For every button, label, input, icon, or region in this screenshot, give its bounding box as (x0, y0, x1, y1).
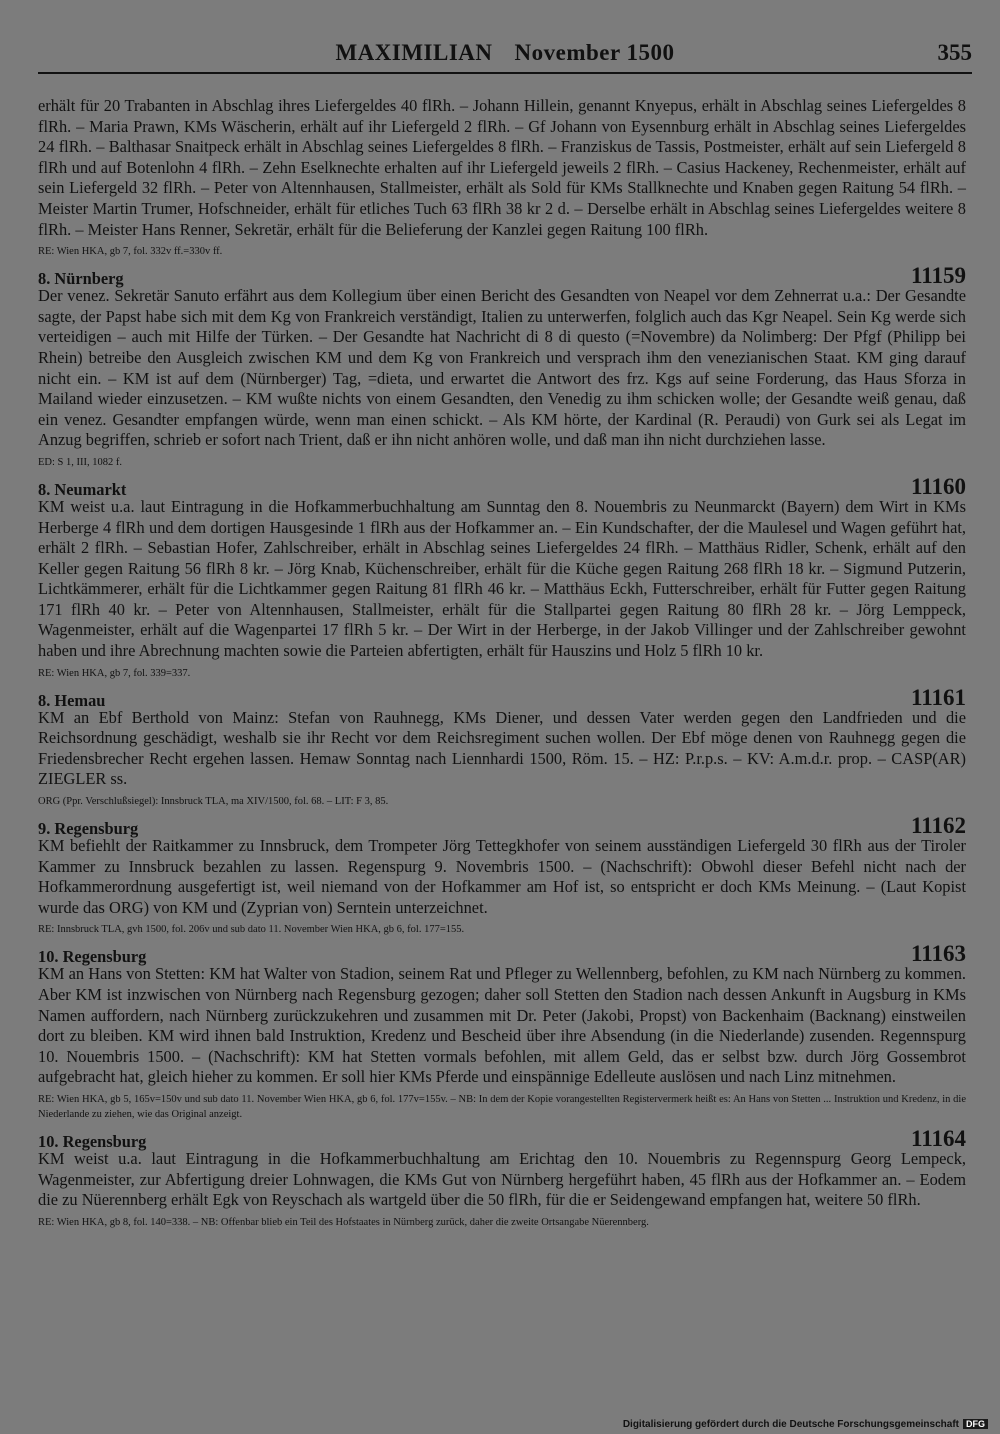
entry-reference: ORG (Ppr. Verschlußsiegel): Innsbruck TLA, ma XIV/1500, fol. 68. – LIT: F 3, 85. (38, 796, 389, 808)
title-right: November 1500 (514, 40, 675, 65)
entry-text: KM weist u.a. laut Eintragung in die Hofkammerbuchhaltung am Erichtag den 10. Nouembris zu Regennspurg Georg Lempeck, Wagenmeister, zur Abfertigung dreier Lohnwagen, die KMs Gut von Nürnberg hergeführt haben, 45 flRh aus der Hofkammer an. – Eodem die zu Nüerennberg erhält Egk von Reyschach als wartgeld über die 50 flRh, für die er Seidengewand empfangen hat, weitere 50 flRh. (38, 1148, 966, 1210)
entry-heading (38, 263, 966, 289)
entry-number: 11159 (911, 263, 966, 289)
entry-11160 (38, 473, 966, 681)
entry-reference: RE: Innsbruck TLA, gvh 1500, fol. 206v und sub dato 11. November Wien HKA, gb 6, fol. 177=155. (38, 924, 465, 936)
entry-number: 11163 (911, 941, 966, 967)
entry-heading (38, 941, 966, 967)
running-title (38, 40, 972, 66)
entry-text: KM an Hans von Stetten: KM hat Walter von Stadion, seinem Rat und Pfleger zu Wellennberg, befohlen, zu KM nach Nürnberg zu kommen. Aber KM ist inzwischen von Nürnberg nach Regensburg gezogen; daher soll Stetten den Stadion nach dessen Ankunft in Augsburg in KMs Namen auffordern, nach Nürnberg zurückzukehren und zusammen mit Dr. Peter (Jakobi, Propst) von Backenhaim (Backnang) einstweilen dort zu bleiben. KM wird ihnen bald Instruktion, Kredenz und Bescheid über ihre Absendung (in die Niederlande) zusenden. Regennspurg 10. Nouembris 1500. – (Nachschrift): KM hat Stetten vormals befohlen, mit allem Geld, das er selbst bzw. durch Jörg Gossembrot aufgebracht hat, gleich hieher zu kommen. Er soll hier KMs Pferde und einspännige Edelleute auslösen und nach Linz mitnehmen. (38, 964, 966, 1087)
entry-11164 (38, 1125, 966, 1230)
entry-text: KM weist u.a. laut Eintragung in die Hofkammerbuchhaltung am Sunntag den 8. Nouembris zu Neunmarckt (Bayern) dem Wirt in KMs Herberge 4 flRh und dem dortigen Hausgesinde 1 flRh aus der Hofkammer an. – Ein Kundschafter, der die Maulesel und Wagen geführt hat, erhält 2 flRh. – Sebastian Hofer, Zahlschreiber, erhält in Abschlag seines Liefergeldes 24 flRh. – Matthäus Ridler, Schenk, erhält auf den Keller gegen Raitung 56 flRh 8 kr. – Jörg Knab, Küchenschreiber, erhält für die Küche gegen Raitung 268 flRh 18 kr. – Sigmund Putzerin, Lichtkämmerer, erhält für die Lichtkammer gegen Raitung 81 flRh 46 kr. – Matthäus Eckh, Futterschreiber, erhält für Futter gegen Raitung 171 flRh 40 kr. – Peter von Altennhausen, Stallmeister, erhält für die Stallpartei gegen Raitung 80 flRh 28 kr. – Jörg Lemppeck, Wagenmeister, erhält auf die Wagenpartei 17 flRh 5 kr. – Der Wirt in der Herberge, in der Jakob Villinger und der Zahlschreiber gewohnt haben und ihre Abrechnung machten sowie die Parteien abfertigten, erhält für Hauszins und Holz 5 flRh 10 kr. (38, 496, 966, 661)
entry-heading (38, 684, 966, 710)
entry-11159 (38, 263, 966, 470)
entry-number: 11160 (911, 473, 966, 499)
entry-heading (38, 473, 966, 499)
page-header (38, 36, 972, 74)
entry-place: 10. Regensburg (38, 947, 147, 967)
entry-number: 11164 (911, 1125, 966, 1151)
footer-text: Digitalisierung gefördert durch die Deutsche Forschungsgemeinschaft (622, 1419, 959, 1430)
title-left: MAXIMILIAN (335, 40, 493, 65)
dfg-logo: DFG (963, 1419, 988, 1429)
entry-text: KM an Ebf Berthold von Mainz: Stefan von Rauhnegg, KMs Diener, und dessen Vater werden gegen den Landfrieden und die Reichsordnung geschädigt, weshalb sie ihr Recht vor dem Reichsregiment suchen wollen. Der Ebf möge denen von Rauhnegg gegen die Friedensbrecher Recht ergehen lassen. Hemaw Sonntag nach Liennhardi 1500, Röm. 15. – HZ: P.r.p.s. – KV: A.m.d.r. prop. – CASP(AR) ZIEGLER ss. (38, 707, 966, 789)
page-number: 355 (937, 40, 972, 65)
intro-text: erhält für 20 Trabanten in Abschlag ihres Liefergeldes 40 flRh. – Johann Hillein, genannt Knyepus, erhält in Abschlag seines Liefergeldes 8 flRh. – Maria Prawn, KMs Wäscherin, erhält auf ihr Liefergeld 2 flRh. – Gf Johann von Eysennburg erhält in Abschlag seines Liefergeldes 24 flRh. – Balthasar Snaitpeck erhält in Abschlag seines Liefergeldes 8 flRh. – Franziskus de Tassis, Postmeister, erhält auf sein Liefergeld 8 flRh und auf Botenlohn 4 flRh. – Zehn Eselknechte erhalten auf ihr Liefergeld jeweils 2 flRh. – Casius Hackeney, Rechenmeister, erhält auf sein Liefergeld 32 flRh. – Peter von Altennhausen, Stallmeister, erhält als Sold für KMs Stallknechte und Knaben gegen Raitung 54 flRh. – Meister Martin Trumer, Hofschneider, erhält für etliches Tuch 63 flRh 38 kr 2 d. – Derselbe erhält in Abschlag seines Liefergeldes weitere 8 flRh. – Meister Hans Renner, Sekretär, erhält für die Belieferung der Kanzlei gegen Raitung 100 flRh. (38, 96, 966, 239)
entry-place: 10. Regensburg (38, 1131, 147, 1151)
entry-text: KM befiehlt der Raitkammer zu Innsbruck, dem Trompeter Jörg Tettegkhofer von seinem ausständigen Liefergeld 30 flRh aus der Tiroler Kammer zu Innsbruck bezahlen zu lassen. Regenspurg 9. Novembris 1500. – (Nachschrift): Obwohl dieser Befehl nicht nach der Hofkammerordnung ausgefertigt ist, weil niemand von der Hofkammer am Hof ist, so entspricht er doch KMs Meinung. – (Laut Kopist wurde das ORG) von KM und (Zyprian von) Serntein unterzeichnet. (38, 836, 966, 917)
entry-place: 9. Regensburg (38, 819, 139, 839)
digitization-footer (623, 1419, 988, 1433)
entry-reference: RE: Wien HKA, gb 5, 165v=150v und sub dato 11. November Wien HKA, gb 6, fol. 177v=155v. – NB: In dem der Kopie vorangestellten Registervermerk heißt es: An Hans von Stetten ... Instruktion und Kredenz, in die Niederlande zu ziehen, wie das Original anzeigt. (38, 1093, 966, 1120)
page-content (38, 96, 966, 1230)
entry-place: 8. Nürnberg (38, 269, 124, 289)
entry-number: 11162 (911, 813, 966, 839)
entry-reference: ED: S 1, III, 1082 f. (38, 456, 122, 468)
entry-heading (38, 1125, 966, 1151)
entry-11163 (38, 941, 966, 1122)
entry-heading (38, 813, 966, 839)
entry-number: 11161 (911, 684, 966, 710)
entry-11161 (38, 684, 966, 809)
entry-place: 8. Neumarkt (38, 479, 127, 499)
entry-reference: RE: Wien HKA, gb 7, fol. 339=337. (38, 667, 191, 679)
entry-reference: RE: Wien HKA, gb 8, fol. 140=338. – NB: Offenbar blieb ein Teil des Hofstaates in Nürnberg zurück, daher die zweite Ortsangabe Nüerennberg. (38, 1216, 649, 1228)
entry-text: Der venez. Sekretär Sanuto erfährt aus dem Kollegium über einen Bericht des Gesandten von Neapel vor dem Zehnerrat u.a.: Der Gesandte sagte, der Papst habe sich mit dem Kg von Frankreich verständigt, Italien zu unterwerfen, folglich auch das Kgr Neapel. Sein Kg werde sich verteidigen – auch mit Hilfe der Türken. – Der Gesandte hat Nachricht di 8 di questo (=Novembre) da Nolimberg: Der Pfgf (Philipp bei Rhein) betreibe den Ausgleich zwischen KM und dem Kg von Frankreich und versprach ihm den venezianischen Staat. KM ging darauf nicht ein. – KM ist auf dem (Nürnberger) Tag, =dieta, und erwartet die Antwort des frz. Kgs auf seine Forderung, das Haus Sforza in Mailand wieder einzusetzen. – KM wußte nichts von einem Gesandten, den Venedig zu ihm schicken wolle; der Gesandte weiß genau, daß ein venez. Gesandter empfangen würde, wenn man einen schickt. – Als KM hörte, der Kardinal (R. Peraudi) von Gurk sei als Legat im Anzug begriffen, schrieb er sofort nach Trient, daß er ihn nicht anhören wolle, und daß man ihn nicht durchziehen lasse. (38, 286, 966, 450)
intro-reference: RE: Wien HKA, gb 7, fol. 332v ff.=330v ff. (38, 246, 223, 258)
entry-11162 (38, 813, 966, 937)
entry-place: 8. Hemau (38, 690, 106, 710)
